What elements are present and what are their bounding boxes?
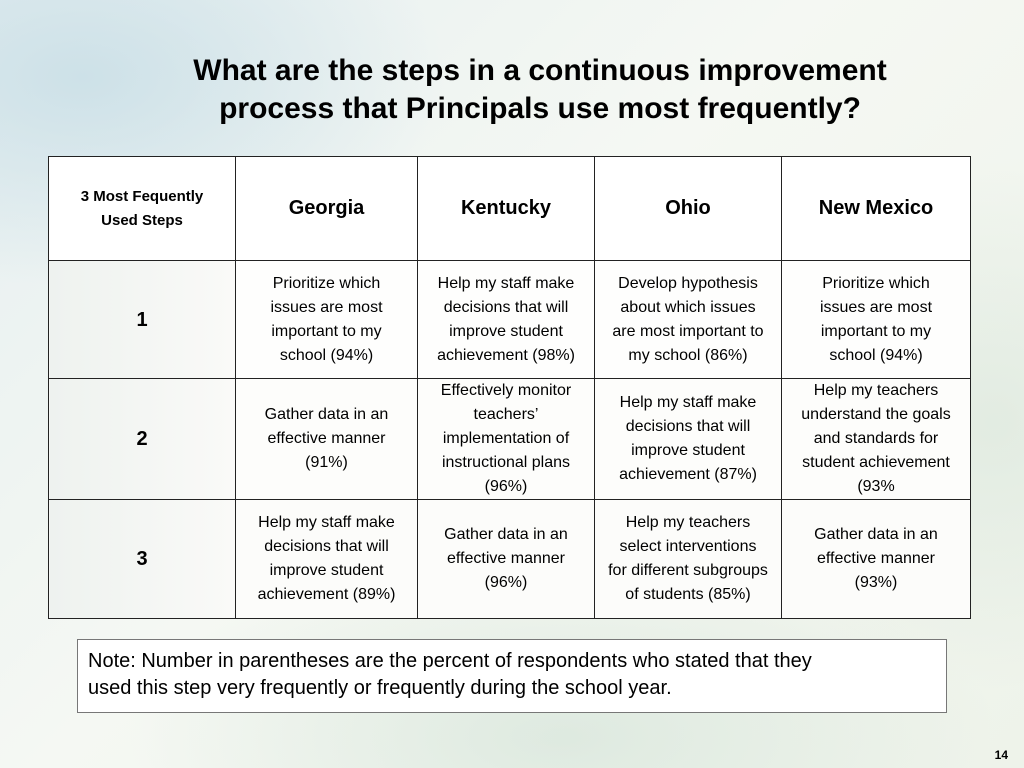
header-steps-line-2: Used Steps — [101, 211, 183, 229]
cell-line: effective manner — [267, 430, 386, 447]
cell-line: my school (86%) — [628, 346, 748, 364]
step-number: 1 — [49, 261, 236, 379]
cell-line: (96%) — [484, 574, 528, 591]
cell-line: are most important to — [612, 322, 764, 340]
cell-line: of students (85%) — [625, 586, 751, 603]
cell-line: achievement (98%) — [437, 346, 575, 364]
cell-line: decisions that will — [625, 418, 751, 435]
header-kentucky: Kentucky — [418, 157, 595, 261]
cell-line: Help my staff make — [437, 274, 575, 292]
cell-line: about which issues — [620, 298, 756, 316]
cell-new-mexico — [782, 379, 971, 500]
cell-line: Help my staff make — [619, 394, 757, 411]
table-row — [49, 261, 971, 379]
footnote-line-2: used this step very frequently or frequently during the school year. — [88, 677, 672, 699]
cell-line: Help my staff make — [258, 514, 395, 531]
cell-line: Gather data in an — [814, 526, 938, 543]
cell-line: implementation of — [442, 430, 570, 447]
cell-line: instructional plans — [441, 454, 571, 471]
cell-ohio — [595, 261, 782, 379]
cell-line: (96%) — [484, 478, 528, 495]
cell-line: Effectively monitor — [440, 382, 572, 399]
cell-kentucky — [418, 500, 595, 619]
cell-line: (93% — [857, 478, 895, 495]
cell-line: issues are most — [270, 298, 383, 316]
footnote-box — [77, 639, 947, 713]
cell-line: (91%) — [305, 454, 348, 471]
cell-new-mexico — [782, 500, 971, 619]
cell-line: (93%) — [854, 574, 898, 591]
header-georgia: Georgia — [236, 157, 418, 261]
cell-line: Prioritize which — [822, 274, 930, 292]
cell-line: decisions that will — [264, 538, 389, 555]
step-number: 3 — [49, 500, 236, 619]
cell-kentucky — [418, 261, 595, 379]
cell-line: student achievement — [802, 454, 950, 471]
steps-table — [48, 156, 971, 619]
cell-line: effective manner — [817, 550, 935, 567]
table-row — [49, 379, 971, 500]
cell-line: Prioritize which — [272, 274, 381, 292]
cell-line: Gather data in an — [444, 526, 568, 543]
cell-line: school (94%) — [279, 346, 374, 364]
cell-line: important to my — [271, 322, 382, 340]
cell-georgia — [236, 500, 418, 619]
cell-line: improve student — [269, 562, 384, 579]
cell-line: decisions that will — [443, 298, 569, 316]
cell-line: Develop hypothesis — [618, 274, 758, 292]
slide-title-line-1: What are the steps in a continuous improvement — [193, 54, 887, 87]
cell-line: important to my — [820, 322, 932, 340]
cell-line: improve student — [631, 442, 745, 459]
cell-line: improve student — [449, 322, 563, 340]
header-ohio: Ohio — [595, 157, 782, 261]
cell-new-mexico — [782, 261, 971, 379]
cell-line: Help my teachers — [813, 382, 939, 399]
header-new-mexico: New Mexico — [782, 157, 971, 261]
cell-line: teachers’ — [473, 406, 539, 423]
cell-line: effective manner — [447, 550, 565, 567]
cell-line: for different subgroups — [608, 562, 768, 579]
cell-line: understand the goals — [801, 406, 951, 423]
cell-line: achievement (89%) — [257, 586, 396, 603]
footnote-line-1: Note: Number in parentheses are the percent of respondents who stated that they — [88, 650, 812, 672]
cell-line: achievement (87%) — [619, 466, 757, 483]
slide-title — [60, 52, 1020, 128]
header-steps — [49, 157, 236, 261]
cell-georgia — [236, 379, 418, 500]
cell-line: issues are most — [819, 298, 933, 316]
table-row — [49, 500, 971, 619]
header-steps-line-1: 3 Most Fequently — [80, 187, 204, 205]
cell-line: and standards for — [813, 430, 939, 447]
table-header-row — [49, 157, 971, 261]
slide-title-line-2: process that Principals use most frequently? — [219, 92, 861, 125]
cell-georgia — [236, 261, 418, 379]
cell-line: select interventions — [619, 538, 757, 555]
cell-line: Help my teachers — [625, 514, 751, 531]
cell-line: school (94%) — [829, 346, 923, 364]
step-number: 2 — [49, 379, 236, 500]
cell-ohio — [595, 500, 782, 619]
cell-kentucky — [418, 379, 595, 500]
cell-line: Gather data in an — [264, 406, 389, 423]
cell-ohio — [595, 379, 782, 500]
page-number: 14 — [994, 748, 1008, 762]
